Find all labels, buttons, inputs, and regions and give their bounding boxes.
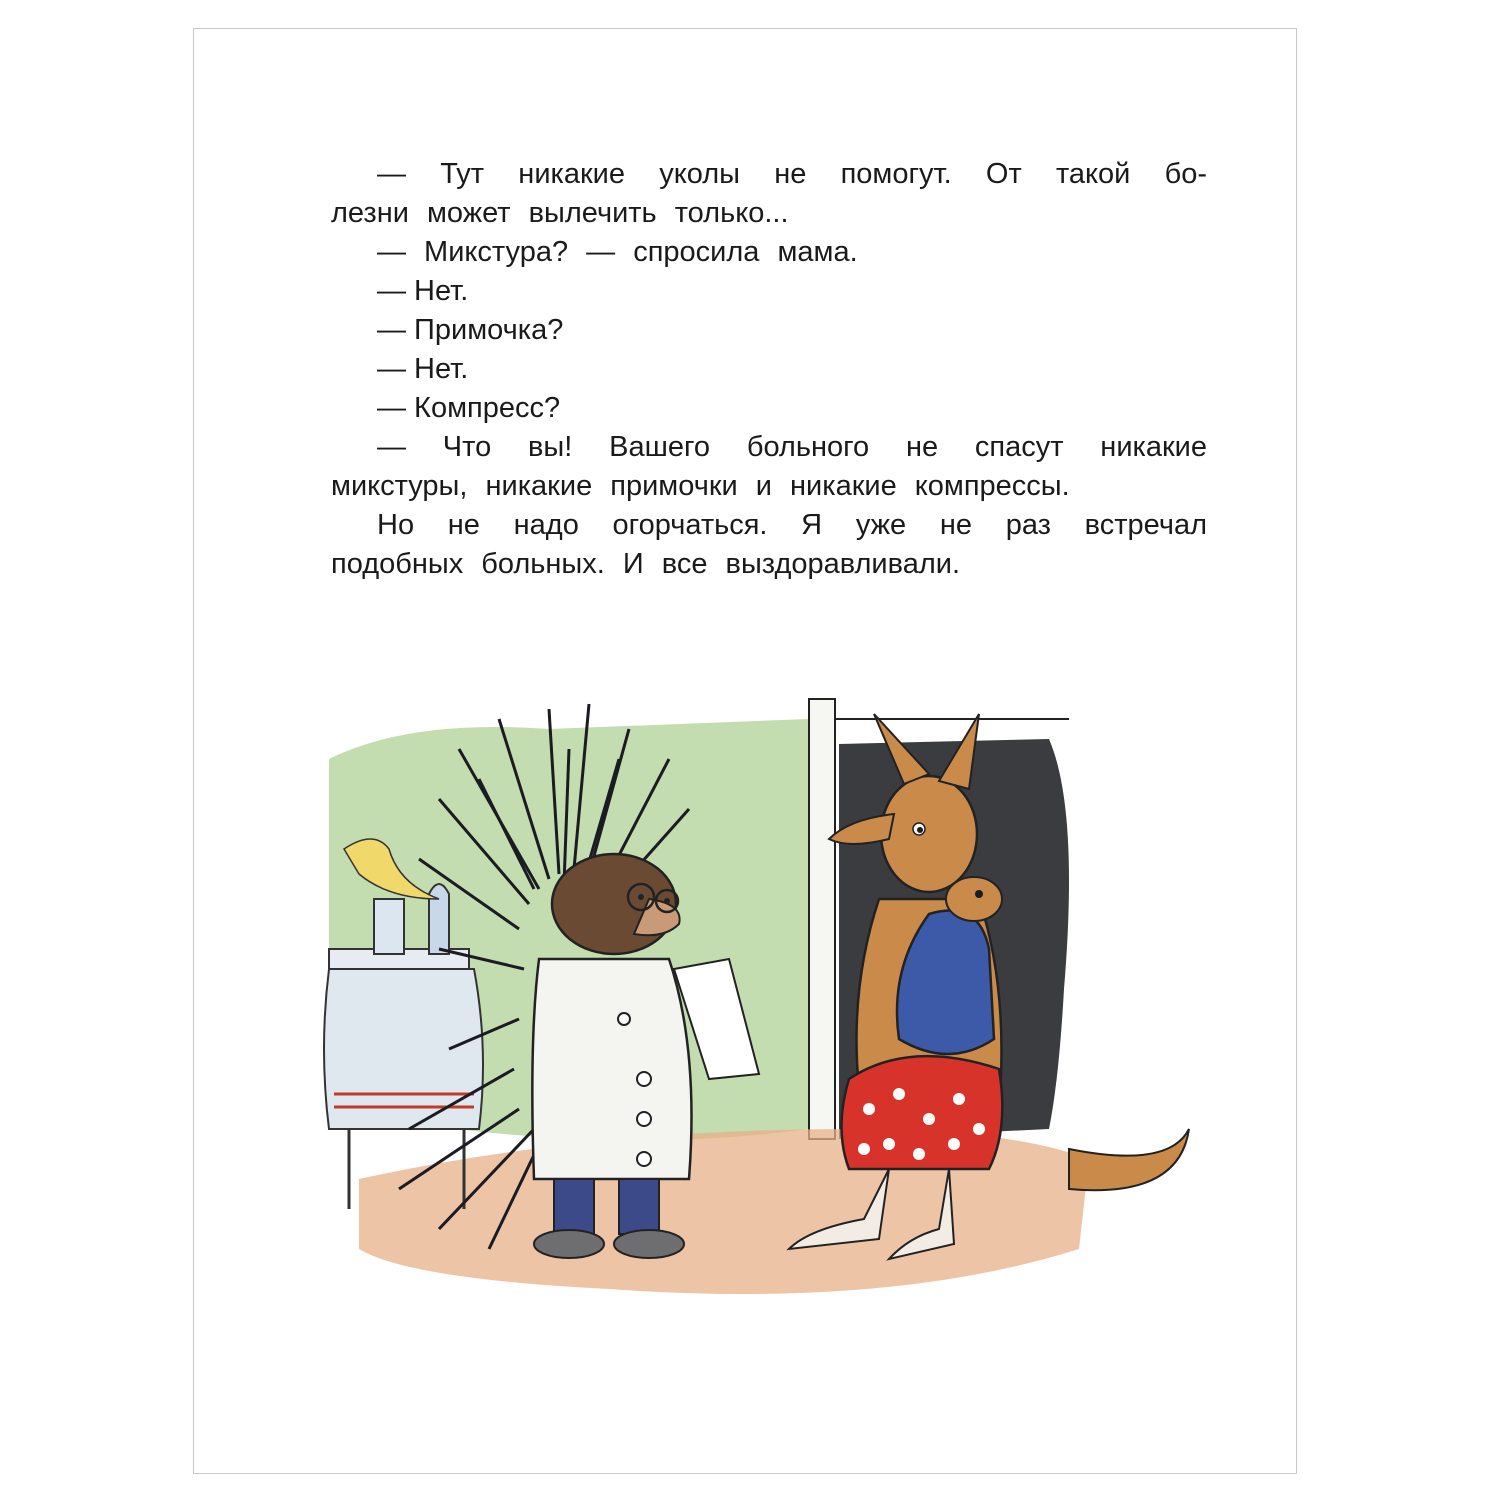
- text-line: — Что вы! Вашего больного не спасут никакие: [377, 431, 1207, 463]
- text-line: — Примочка?: [377, 314, 564, 346]
- page-text: [331, 155, 1207, 584]
- text-line: Но не надо огорчаться. Я уже не раз встречал: [377, 509, 1207, 541]
- text-line: — Компресс?: [377, 392, 561, 424]
- text-line: подобных больных. И все выздоравливали.: [331, 548, 961, 580]
- text-line: — Микстура? — спросила мама.: [377, 236, 858, 268]
- text-line: — Нет.: [377, 353, 469, 385]
- text-line: — Нет.: [377, 275, 469, 307]
- porcupine-doctor-and-kangaroo-illustration: [289, 689, 1219, 1329]
- door-frame: [809, 699, 835, 1139]
- book-page: [193, 28, 1297, 1474]
- text-line: микстуры, никакие примочки и никакие компрессы.: [331, 470, 1070, 502]
- text-line: лезни может вылечить только...: [331, 197, 789, 229]
- text-line: — Тут никакие уколы не помогут. От такой бо-: [377, 158, 1207, 190]
